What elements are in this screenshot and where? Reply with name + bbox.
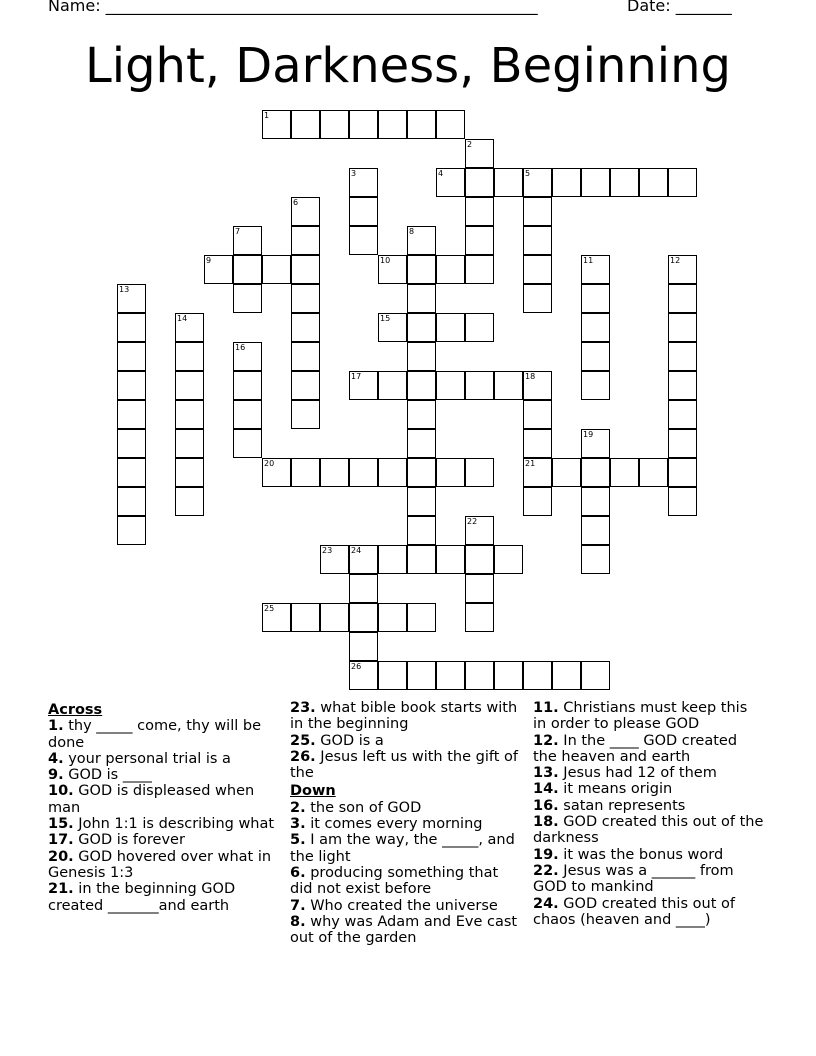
grid-cell[interactable] [407, 516, 436, 545]
grid-cell[interactable] [552, 661, 581, 690]
clue-text: I am the way, the _____, and the light [290, 832, 515, 865]
down-clue [533, 765, 765, 781]
across-clue [290, 733, 522, 749]
clue-number: 12. [533, 732, 559, 749]
grid-cell[interactable] [639, 458, 668, 487]
grid-cell[interactable] [175, 429, 204, 458]
grid-cell[interactable] [117, 400, 146, 429]
grid-cell[interactable] [581, 429, 610, 458]
grid-cell[interactable] [436, 255, 465, 284]
grid-cell[interactable] [378, 371, 407, 400]
grid-cell[interactable] [378, 545, 407, 574]
cell-number: 1 [264, 111, 270, 120]
cell-number: 20 [264, 459, 275, 468]
grid-cell[interactable] [436, 545, 465, 574]
grid-cell[interactable] [668, 371, 697, 400]
grid-cell[interactable] [378, 110, 407, 139]
grid-cell[interactable] [523, 400, 552, 429]
grid-cell[interactable] [349, 661, 378, 690]
clue-text: in the beginning GOD created _______and earth [48, 881, 236, 914]
clue-text: GOD created this out of the darkness [533, 814, 764, 847]
grid-cell[interactable] [407, 661, 436, 690]
grid-cell[interactable] [436, 313, 465, 342]
grid-cell[interactable] [291, 197, 320, 226]
down-clue [290, 832, 522, 865]
clue-text: it was the bonus word [563, 846, 724, 863]
grid-cell[interactable] [117, 342, 146, 371]
clue-text: Jesus was a ______ from GOD to mankind [533, 862, 734, 896]
across-clue [48, 783, 280, 816]
clue-number: 1. [48, 718, 64, 735]
grid-cell[interactable] [262, 458, 291, 487]
grid-cell[interactable] [175, 342, 204, 371]
clue-number: 9. [48, 767, 64, 784]
grid-cell[interactable] [610, 458, 639, 487]
clue-number: 4. [48, 750, 64, 767]
grid-cell[interactable] [291, 342, 320, 371]
clue-number: 13. [533, 765, 559, 782]
across-clue [48, 751, 280, 767]
grid-cell[interactable] [465, 197, 494, 226]
grid-cell[interactable] [465, 574, 494, 603]
grid-cell[interactable] [407, 545, 436, 574]
grid-cell[interactable] [581, 458, 610, 487]
clue-text: John 1:1 is describing what [78, 816, 275, 833]
clue-number: 2. [290, 799, 306, 816]
cell-number: 3 [351, 169, 357, 178]
down-clue [290, 914, 522, 947]
clue-number: 25. [290, 732, 316, 749]
clue-text: Jesus left us with the gift of the [290, 748, 518, 782]
grid-cell[interactable] [175, 313, 204, 342]
grid-cell[interactable] [436, 110, 465, 139]
grid-cell[interactable] [175, 371, 204, 400]
clue-text: your personal trial is a [68, 750, 231, 767]
clue-text: GOD created this out of chaos (heaven and ____) [533, 895, 735, 928]
clue-text: GOD is displeased when man [48, 783, 255, 816]
clue-number: 3. [290, 816, 306, 833]
grid-cell[interactable] [668, 487, 697, 516]
cell-number: 22 [467, 517, 478, 526]
grid-cell[interactable] [668, 342, 697, 371]
grid-cell[interactable] [117, 516, 146, 545]
grid-cell[interactable] [436, 661, 465, 690]
clue-text: satan represents [563, 797, 686, 814]
grid-cell[interactable] [668, 168, 697, 197]
grid-cell[interactable] [465, 168, 494, 197]
down-clue [533, 733, 765, 766]
grid-cell[interactable] [320, 545, 349, 574]
grid-cell[interactable] [117, 458, 146, 487]
grid-cell[interactable] [233, 342, 262, 371]
grid-cell[interactable] [320, 110, 349, 139]
cell-number: 13 [119, 285, 130, 294]
grid-cell[interactable] [523, 226, 552, 255]
grid-cell[interactable] [581, 371, 610, 400]
across-heading: Across [48, 702, 103, 718]
clue-text: it comes every morning [310, 816, 483, 833]
clues-column-2 [290, 700, 522, 946]
grid-cell[interactable] [465, 255, 494, 284]
grid-cell[interactable] [465, 545, 494, 574]
clue-text: Jesus had 12 of them [563, 765, 717, 782]
grid-cell[interactable] [175, 487, 204, 516]
grid-cell[interactable] [523, 487, 552, 516]
grid-cell[interactable] [349, 371, 378, 400]
clue-number: 19. [533, 846, 559, 863]
grid-cell[interactable] [320, 603, 349, 632]
grid-cell[interactable] [291, 255, 320, 284]
clue-number: 8. [290, 913, 306, 930]
clue-text: Christians must keep this in order to please GOD [533, 700, 748, 733]
grid-cell[interactable] [523, 197, 552, 226]
clue-number: 6. [290, 864, 306, 881]
grid-cell[interactable] [407, 371, 436, 400]
grid-cell[interactable] [117, 487, 146, 516]
down-clue [290, 865, 522, 898]
grid-cell[interactable] [349, 632, 378, 661]
grid-cell[interactable] [523, 371, 552, 400]
grid-cell[interactable] [436, 168, 465, 197]
clues-column-1 [48, 700, 280, 914]
grid-cell[interactable] [291, 603, 320, 632]
grid-cell[interactable] [465, 661, 494, 690]
grid-cell[interactable] [349, 603, 378, 632]
cell-number: 17 [351, 372, 362, 381]
across-clue [48, 718, 280, 751]
page-title: Light, Darkness, Beginning [84, 38, 732, 94]
grid-cell[interactable] [233, 284, 262, 313]
down-clue [290, 898, 522, 914]
across-clue [290, 700, 522, 733]
grid-cell[interactable] [291, 313, 320, 342]
grid-cell[interactable] [523, 458, 552, 487]
grid-cell[interactable] [291, 371, 320, 400]
grid-cell[interactable] [407, 313, 436, 342]
down-clue [533, 863, 765, 896]
across-clue [48, 849, 280, 882]
grid-cell[interactable] [581, 516, 610, 545]
cell-number: 19 [583, 430, 594, 439]
grid-cell[interactable] [175, 400, 204, 429]
clues-column-3 [533, 700, 765, 928]
clue-text: GOD is ____ [68, 767, 152, 784]
cell-number: 25 [264, 604, 275, 613]
down-clue [533, 781, 765, 797]
across-clue [48, 767, 280, 783]
grid-cell[interactable] [204, 255, 233, 284]
grid-cell[interactable] [349, 574, 378, 603]
grid-cell[interactable] [291, 110, 320, 139]
cell-number: 11 [583, 256, 594, 265]
grid-cell[interactable] [407, 603, 436, 632]
grid-cell[interactable] [262, 603, 291, 632]
clue-number: 21. [48, 881, 74, 898]
grid-cell[interactable] [581, 255, 610, 284]
clue-text: it means origin [563, 781, 673, 798]
cell-number: 24 [351, 546, 362, 555]
clue-text: In the ____ GOD created the heaven and earth [533, 732, 738, 765]
grid-cell[interactable] [552, 458, 581, 487]
down-clue [533, 814, 765, 847]
cell-number: 8 [409, 227, 415, 236]
grid-cell[interactable] [349, 168, 378, 197]
grid-cell[interactable] [233, 400, 262, 429]
grid-cell[interactable] [465, 226, 494, 255]
down-clue [290, 816, 522, 832]
clue-number: 18. [533, 814, 559, 831]
grid-cell[interactable] [639, 168, 668, 197]
clue-number: 15. [48, 816, 74, 833]
grid-cell[interactable] [581, 545, 610, 574]
clue-number: 7. [290, 897, 306, 914]
clue-text: thy _____ come, thy will be done [48, 718, 261, 751]
grid-cell[interactable] [349, 458, 378, 487]
clue-number: 24. [533, 895, 559, 912]
cell-number: 15 [380, 314, 391, 323]
clue-number: 23. [290, 700, 316, 716]
across-clue [290, 749, 522, 782]
grid-cell[interactable] [465, 371, 494, 400]
grid-cell[interactable] [668, 429, 697, 458]
clue-text: GOD hovered over what in Genesis 1:3 [48, 848, 272, 881]
grid-cell[interactable] [407, 400, 436, 429]
across-clue [48, 832, 280, 848]
down-clue [533, 847, 765, 863]
down-clue [533, 896, 765, 929]
grid-cell[interactable] [581, 342, 610, 371]
across-clue [48, 881, 280, 914]
grid-cell[interactable] [291, 226, 320, 255]
cell-number: 9 [206, 256, 212, 265]
clue-text: the son of GOD [310, 799, 422, 816]
down-clue [290, 800, 522, 816]
cell-number: 2 [467, 140, 473, 149]
grid-cell[interactable] [117, 313, 146, 342]
grid-cell[interactable] [378, 661, 407, 690]
clue-number: 26. [290, 748, 316, 765]
down-clue [533, 798, 765, 814]
cell-number: 6 [293, 198, 299, 207]
cell-number: 23 [322, 546, 333, 555]
grid-cell[interactable] [436, 371, 465, 400]
cell-number: 12 [670, 256, 681, 265]
grid-cell[interactable] [523, 168, 552, 197]
date-field-label: Date: _______ [627, 0, 732, 15]
grid-cell[interactable] [465, 516, 494, 545]
clue-number: 16. [533, 797, 559, 814]
grid-cell[interactable] [349, 226, 378, 255]
grid-cell[interactable] [668, 400, 697, 429]
grid-cell[interactable] [465, 603, 494, 632]
cell-number: 16 [235, 343, 246, 352]
clue-number: 14. [533, 781, 559, 798]
grid-cell[interactable] [407, 226, 436, 255]
grid-cell[interactable] [407, 110, 436, 139]
clue-text: GOD is forever [78, 832, 185, 849]
grid-cell[interactable] [233, 226, 262, 255]
down-clue [533, 700, 765, 733]
grid-cell[interactable] [668, 284, 697, 313]
grid-cell[interactable] [378, 313, 407, 342]
clue-text: what bible book starts with in the beginning [290, 700, 518, 733]
clue-text: why was Adam and Eve cast out of the garden [290, 913, 518, 947]
grid-cell[interactable] [581, 168, 610, 197]
grid-cell[interactable] [349, 110, 378, 139]
grid-cell[interactable] [523, 661, 552, 690]
cell-number: 5 [525, 169, 531, 178]
clue-text: producing something that did not exist before [290, 864, 499, 898]
clue-number: 11. [533, 700, 559, 716]
grid-cell[interactable] [262, 110, 291, 139]
grid-cell[interactable] [407, 284, 436, 313]
clue-number: 17. [48, 832, 74, 849]
grid-cell[interactable] [378, 458, 407, 487]
clue-number: 22. [533, 862, 559, 879]
grid-cell[interactable] [175, 458, 204, 487]
grid-cell[interactable] [233, 429, 262, 458]
grid-cell[interactable] [407, 487, 436, 516]
grid-cell[interactable] [349, 197, 378, 226]
grid-cell[interactable] [581, 661, 610, 690]
grid-cell[interactable] [407, 255, 436, 284]
grid-cell[interactable] [610, 168, 639, 197]
grid-cell[interactable] [117, 284, 146, 313]
grid-cell[interactable] [291, 400, 320, 429]
grid-cell[interactable] [262, 255, 291, 284]
across-clue [48, 816, 280, 832]
cell-number: 4 [438, 169, 444, 178]
grid-cell[interactable] [523, 284, 552, 313]
grid-cell[interactable] [494, 661, 523, 690]
cell-number: 7 [235, 227, 241, 236]
cell-number: 18 [525, 372, 536, 381]
grid-cell[interactable] [465, 313, 494, 342]
clue-text: Who created the universe [310, 897, 498, 914]
grid-cell[interactable] [523, 255, 552, 284]
grid-cell[interactable] [581, 284, 610, 313]
grid-cell[interactable] [117, 371, 146, 400]
grid-cell[interactable] [668, 255, 697, 284]
grid-cell[interactable] [465, 458, 494, 487]
grid-cell[interactable] [668, 458, 697, 487]
grid-cell[interactable] [668, 313, 697, 342]
grid-cell[interactable] [407, 429, 436, 458]
grid-cell[interactable] [378, 255, 407, 284]
clue-number: 5. [290, 832, 306, 849]
cell-number: 14 [177, 314, 188, 323]
grid-cell[interactable] [349, 545, 378, 574]
grid-cell[interactable] [233, 371, 262, 400]
clue-number: 10. [48, 783, 74, 800]
grid-cell[interactable] [233, 255, 262, 284]
clue-text: GOD is a [320, 732, 384, 749]
grid-cell[interactable] [407, 458, 436, 487]
name-field-label: Name: ______________________________________________________ [48, 0, 538, 15]
grid-cell[interactable] [407, 342, 436, 371]
cell-number: 26 [351, 662, 362, 671]
grid-cell[interactable] [117, 429, 146, 458]
grid-cell[interactable] [494, 371, 523, 400]
clue-number: 20. [48, 848, 74, 865]
cell-number: 21 [525, 459, 536, 468]
down-heading: Down [290, 783, 336, 800]
grid-cell[interactable] [552, 168, 581, 197]
cell-number: 10 [380, 256, 391, 265]
grid-cell[interactable] [436, 458, 465, 487]
grid-cell[interactable] [465, 139, 494, 168]
grid-cell[interactable] [291, 284, 320, 313]
grid-cell[interactable] [581, 313, 610, 342]
grid-cell[interactable] [291, 458, 320, 487]
grid-cell[interactable] [378, 603, 407, 632]
grid-cell[interactable] [581, 487, 610, 516]
grid-cell[interactable] [494, 545, 523, 574]
grid-cell[interactable] [523, 429, 552, 458]
grid-cell[interactable] [494, 168, 523, 197]
grid-cell[interactable] [320, 458, 349, 487]
